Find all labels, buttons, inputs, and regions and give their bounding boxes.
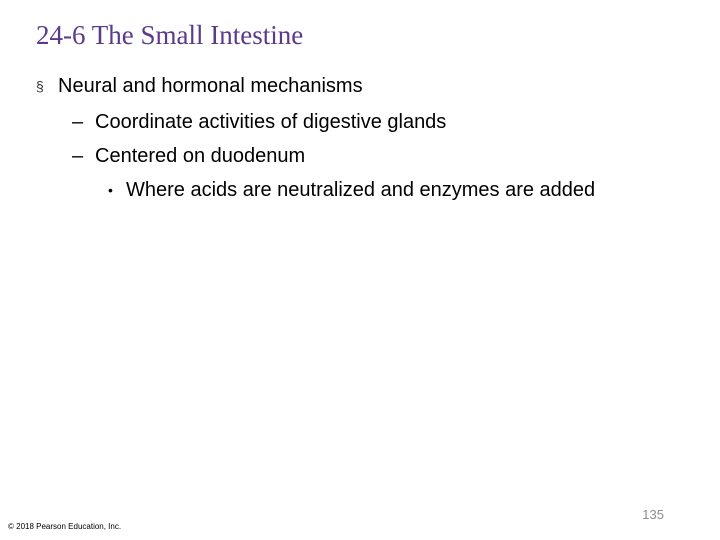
bullet-level-2 [72, 140, 305, 172]
bullet-text: Where acids are neutralized and enzymes are added [126, 179, 596, 201]
slide-title: 24-6 The Small Intestine [36, 20, 304, 50]
section-bullet-icon: § [36, 78, 44, 94]
bullet-text: Coordinate activities of digestive glands [95, 111, 447, 133]
bullet-text: Centered on duodenum [95, 145, 306, 167]
bullet-level-1 [36, 70, 363, 102]
dot-bullet-icon: • [108, 182, 113, 198]
bullet-level-3 [108, 174, 646, 206]
copyright-notice: © 2018 Pearson Education, Inc. [8, 522, 122, 531]
bullet-level-2 [72, 106, 446, 138]
dash-bullet-icon: – [72, 111, 84, 133]
dash-bullet-icon: – [72, 145, 84, 167]
bullet-text: Neural and hormonal mechanisms [58, 75, 363, 97]
page-number: 135 [642, 507, 664, 522]
